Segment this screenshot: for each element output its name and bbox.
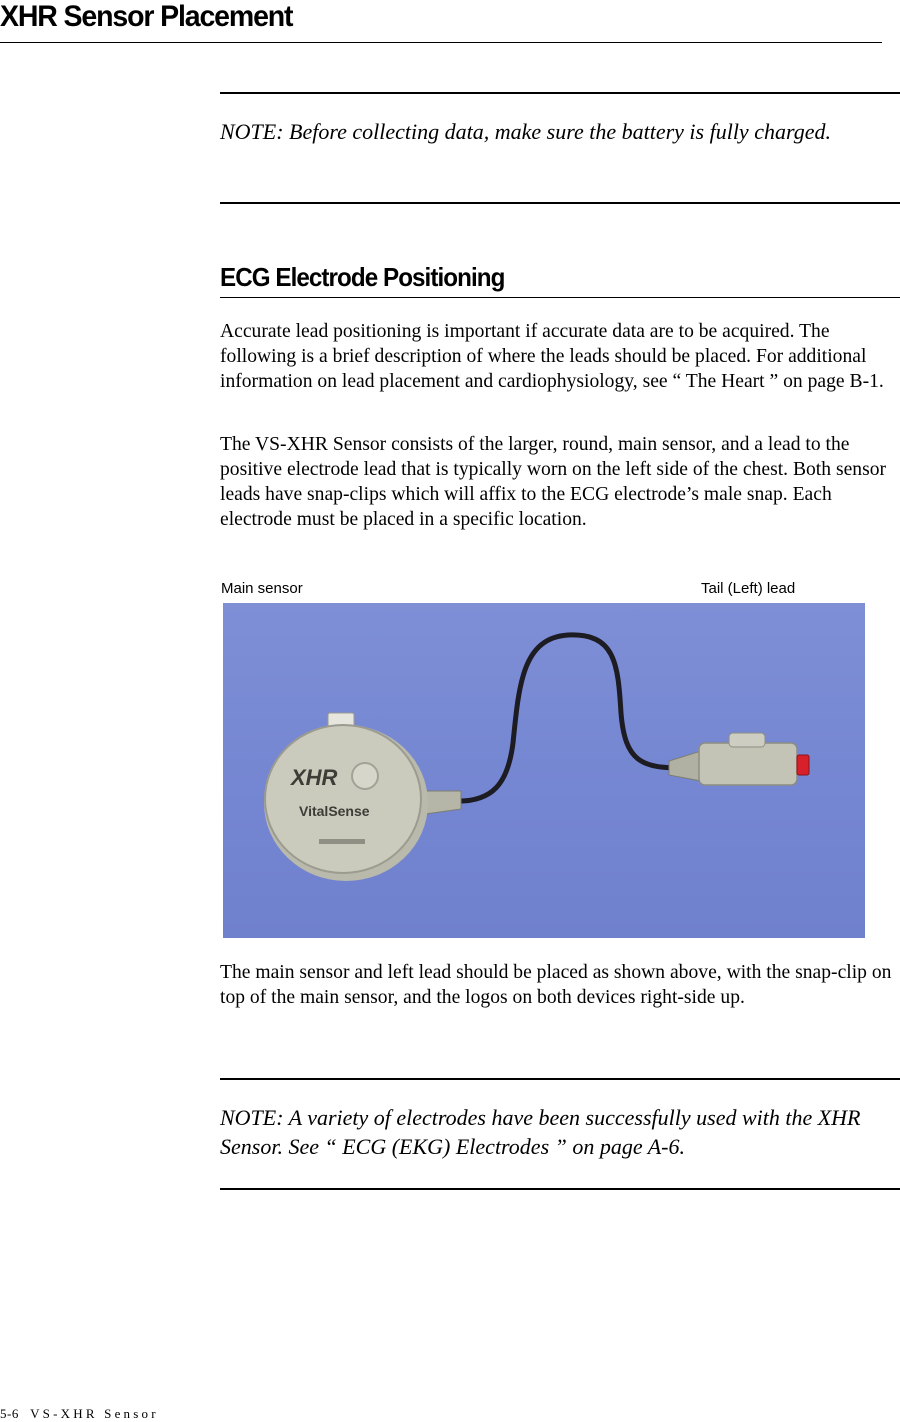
sensor-illustration [223, 603, 865, 938]
caption-tail-lead: Tail (Left) lead [701, 580, 796, 597]
page-footer [0, 1406, 159, 1422]
note2-top-rule [220, 1078, 900, 1080]
device-brand-text: VitalSense [299, 803, 370, 819]
tail-lead-clip [729, 733, 765, 747]
tail-strain-relief [669, 751, 701, 781]
sensor-button [352, 763, 378, 789]
lead-cable [453, 635, 683, 801]
page-title: XHR Sensor Placement [0, 0, 293, 33]
sensor-description-paragraph: The VS-XHR Sensor consists of the larger, round, main sensor, and a lead to the positive electrode lead that is typically worn on the left side of the chest. Both sensor leads have snap-clips which will affix to the ECG electrode’s male snap. Each electrode must be placed in a specific location. [220, 434, 887, 530]
footer-page-number: 5-6 [0, 1406, 19, 1421]
section-rule [220, 297, 900, 298]
electrodes-note: NOTE: A variety of electrodes have been successfully used with the XHR Sensor. See “ ECG (EKG) Electrodes ” on page A-6. [220, 1105, 861, 1159]
sensor-photo [223, 603, 865, 938]
tail-red-tip [797, 755, 809, 775]
device-fine-print [319, 839, 365, 844]
battery-note: NOTE: Before collecting data, make sure the battery is fully charged. [220, 119, 831, 144]
placement-paragraph: The main sensor and left lead should be placed as shown above, with the snap-clip on top of the main sensor, and the logos on both devices right-side up. [220, 962, 892, 1008]
title-rule [0, 42, 882, 43]
main-sensor-body [265, 725, 421, 873]
device-logo-text: XHR [291, 765, 338, 790]
footer-chapter-title: VS-XHR Sensor [30, 1406, 159, 1421]
note2-bottom-rule [220, 1188, 900, 1190]
caption-main-sensor: Main sensor [221, 580, 303, 597]
note-top-rule [220, 92, 900, 94]
section-heading: ECG Electrode Positioning [220, 262, 505, 292]
intro-paragraph: Accurate lead positioning is important if accurate data are to be acquired. The following is a brief description of where the leads should be placed. For additional information on lead placement and cardiophysiology, see “ The Heart ” on page B-1. [220, 321, 884, 392]
tail-lead-housing [699, 743, 797, 785]
note-bottom-rule [220, 202, 900, 204]
